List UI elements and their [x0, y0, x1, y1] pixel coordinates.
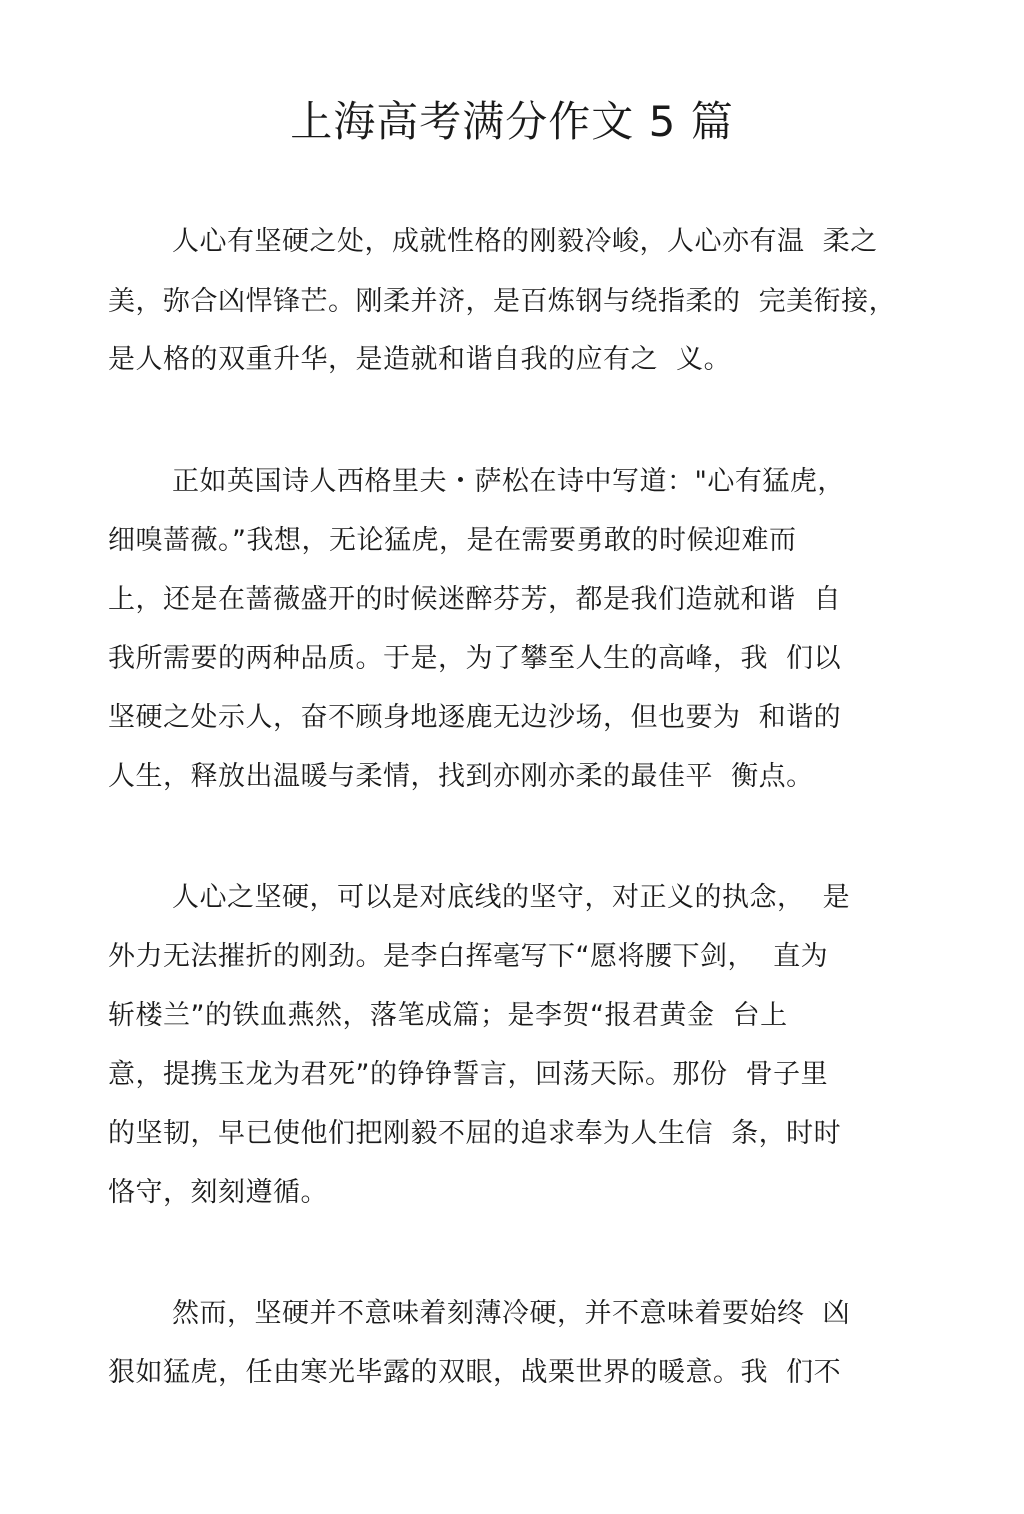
paragraph-1-line-2: 美，弥合凶悍锋芒。刚柔并济，是百炼钢与绕指柔的 完美衔接，: [108, 286, 897, 317]
paragraph-1-line-1: 人心有坚硬之处，成就性格的刚毅冷峻，人心亦有温 柔之: [172, 226, 878, 257]
paragraph-2-line-2: 细嗅蔷薇。”我想，无论猛虎，是在需要勇敢的时候迎难而: [108, 525, 797, 556]
paragraph-2-line-4: 我所需要的两种品质。于是，为了攀至人生的高峰，我 们以: [108, 643, 842, 674]
paragraph-3-line-1: 人心之坚硬，可以是对底线的坚守，对正义的执念， 是: [172, 882, 851, 913]
paragraph-4-line-1: 然而，坚硬并不意味着刻薄冷硬，并不意味着要始终 凶: [172, 1298, 851, 1329]
paragraph-3-line-6: 恪守，刻刻遵循。: [108, 1177, 328, 1208]
paragraph-2-line-5: 坚硬之处示人，奋不顾身地逐鹿无边沙场，但也要为 和谐的: [108, 702, 842, 733]
paragraph-2-line-6: 人生，释放出温暖与柔情，找到亦刚亦柔的最佳平 衡点。: [108, 761, 814, 792]
paragraph-3-line-4: 意，提携玉龙为君死”的铮铮誓言，回荡天际。那份 骨子里: [108, 1059, 829, 1090]
document-title: 上海高考满分作文 5 篇: [290, 97, 734, 146]
paragraph-3-line-5: 的坚韧，早已使他们把刚毅不屈的追求奉为人生信 条，时时: [108, 1118, 842, 1149]
paragraph-2-line-3: 上，还是在蔷薇盛开的时候迷醉芬芳，都是我们造就和谐 自: [108, 584, 842, 615]
paragraph-3-line-3: 斩楼兰”的铁血燕然，落笔成篇；是李贺“报君黄金 台上: [108, 1000, 788, 1031]
paragraph-1-line-3: 是人格的双重升华，是造就和谐自我的应有之 义。: [108, 344, 732, 375]
paragraph-4-line-2: 狠如猛虎，任由寒光毕露的双眼，战栗世界的暖意。我 们不: [108, 1357, 842, 1388]
paragraph-3-line-2: 外力无法摧折的刚劲。是李白挥毫写下“愿将腰下剑， 直为: [108, 941, 829, 972]
paragraph-2-line-1: 正如英国诗人西格里夫・萨松在诗中写道："心有猛虎，: [172, 466, 845, 497]
